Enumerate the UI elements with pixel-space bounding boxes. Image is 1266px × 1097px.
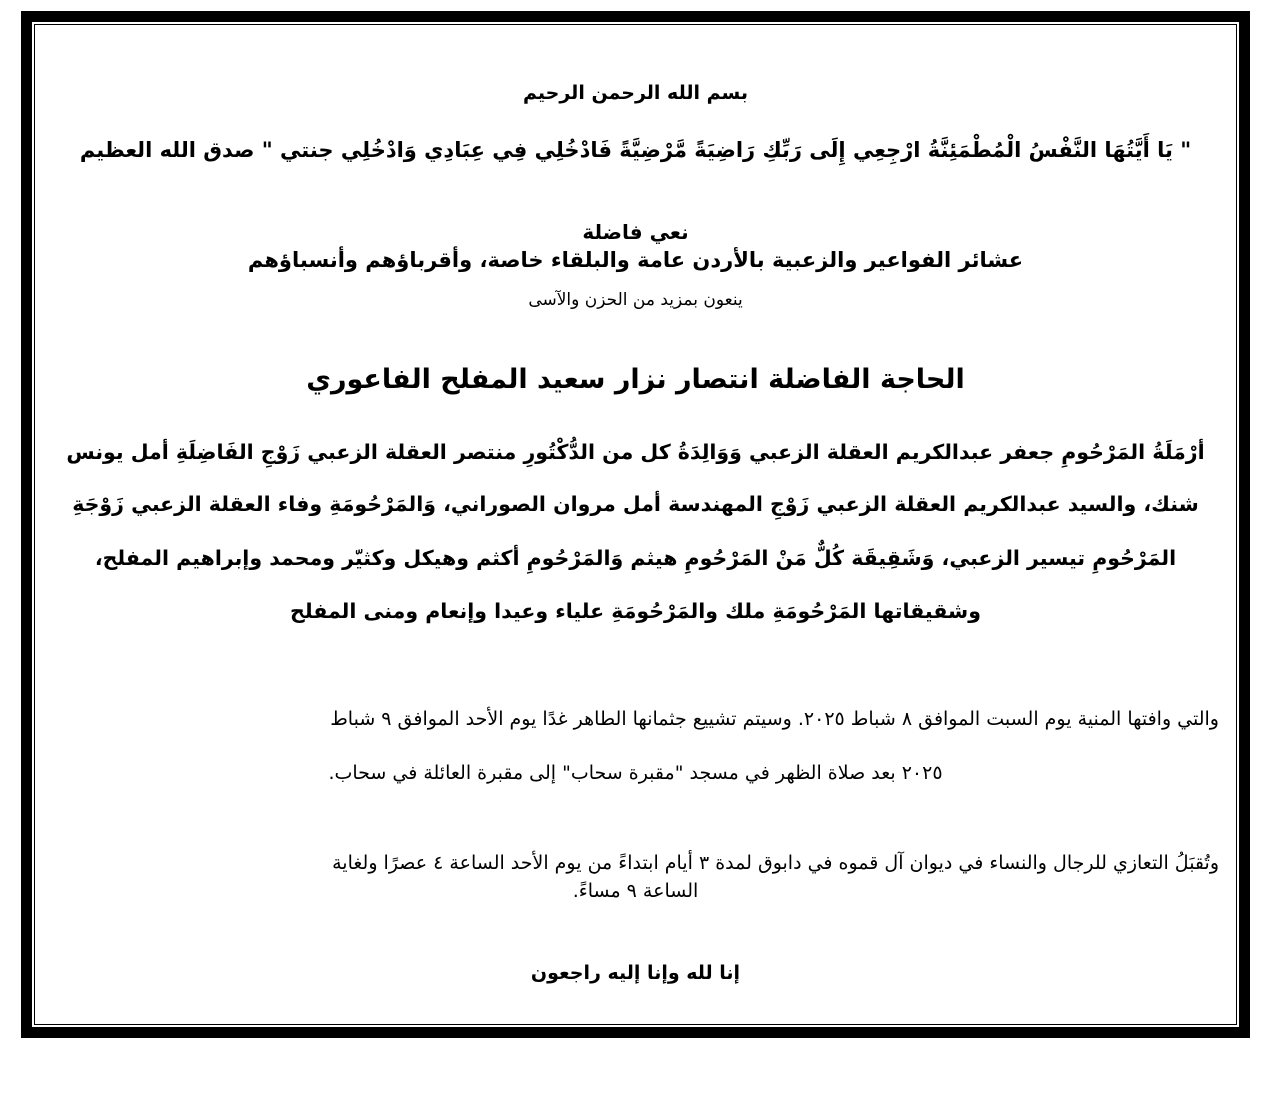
condolences-line: وتُقبَلُ التعازي للرجال والنساء في ديوان آل قموه في دابوق لمدة ٣ أيام ابتداءً من يوم الأحد الساعة ٤ عصرًا ولغاية — [332, 852, 1219, 874]
closing-phrase: إنا لله وإنا إليه راجعون — [530, 962, 741, 984]
notice-heading: نعي فاضلة — [582, 220, 689, 244]
obituary-border — [21, 11, 1250, 1038]
relations-line: أرْمَلَةُ المَرْحُومِ جعفر عبدالكريم العقلة الزعبي وَوَالِدَةُ كل من الدُّكْتُورِ منتصر العقلة الزعبي زَوْجِ الفَاضِلَةِ أمل يونس — [66, 440, 1205, 464]
tribes-line: عشائر الفواعير والزعبية بالأردن عامة والبلقاء خاصة، وأقرباؤهم وأنسباؤهم — [247, 248, 1024, 272]
quran-verse: " يَا أَيَّتُهَا النَّفْسُ الْمُطْمَئِنَّةُ ارْجِعِي إِلَى رَبِّكِ رَاضِيَةً مَّرْضِيَّةً فَادْخُلِي فِي عِبَادِي وَادْخُلِي جنتي " صدق الله العظيم — [79, 138, 1192, 162]
funeral-line: ٢٠٢٥ بعد صلاة الظهر في مسجد "مقبرة سحاب" إلى مقبرة العائلة في سحاب. — [328, 762, 943, 784]
basmala: بسم الله الرحمن الرحيم — [523, 82, 748, 104]
funeral-line: والتي وافتها المنية يوم السبت الموافق ٨ شباط ٢٠٢٥. وسيتم تشييع جثمانها الطاهر غدًا يوم الأحد الموافق ٩ شباط — [330, 708, 1219, 730]
relations-line: وشقيقاتها المَرْحُومَةِ ملك والمَرْحُومَةِ علياء وعيدا وإنعام ومنى المفلح — [290, 599, 981, 623]
relations-line: المَرْحُومِ تيسير الزعبي، وَشَقِيقَة كُلٌّ مَنْ المَرْحُومِ هيثم وَالمَرْحُومِ أكثم وهيكل وكثيّر ومحمد وإبراهيم المفلح، — [94, 546, 1177, 570]
deceased-name: الحاجة الفاضلة انتصار نزار سعيد المفلح الفاعوري — [306, 364, 965, 395]
relations-line: شنك، والسيد عبدالكريم العقلة الزعبي زَوْجِ المهندسة أمل مروان الصوراني، وَالمَرْحُومَةِ وفاء العقلة الزعبي زَوْجَةِ — [72, 492, 1199, 516]
obituary-notice — [32, 22, 1239, 1027]
mourning-line: ينعون بمزيد من الحزن والآسى — [528, 290, 743, 310]
condolences-line: الساعة ٩ مساءً. — [572, 880, 699, 902]
